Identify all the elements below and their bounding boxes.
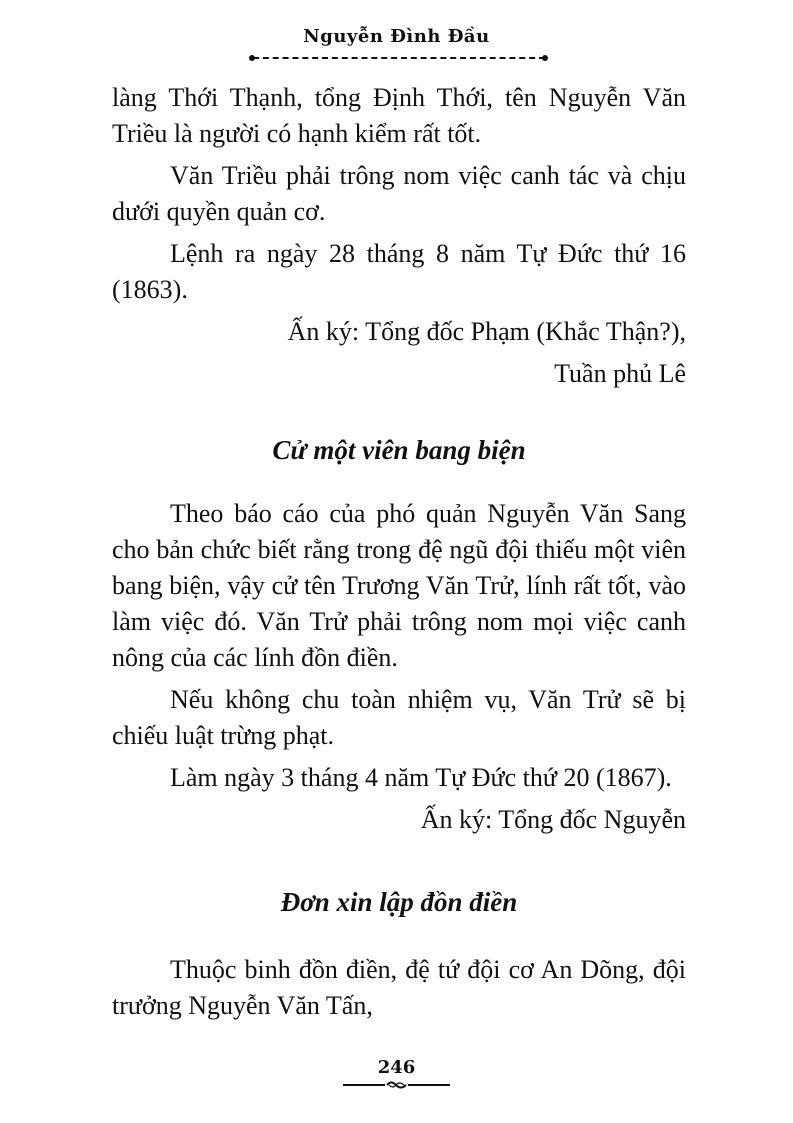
seal-signature-1-line-1: Ấn ký: Tổng đốc Phạm (Khắc Thận?), [287,317,686,346]
page-number: 246 [377,1057,416,1078]
running-title: Nguyễn Đình Đầu [303,26,490,47]
header-rule-right-dot [542,55,548,61]
section-heading-2: Đơn xin lập đồn điền [280,887,518,917]
seal-signature-2: Ấn ký: Tổng đốc Nguyễn [420,805,686,834]
page-body [112,80,686,1024]
paragraph-6: Làm ngày 3 tháng 4 năm Tự Đức thứ 20 (1867). [170,763,672,792]
paragraph-2: Văn Triều phải trông nom việc canh tác và chịu dưới quyền quản cơ. [112,161,686,226]
header-dashed-rule [253,57,545,59]
page-number-ornament [343,1080,450,1090]
paragraph-5: Nếu không chu toàn nhiệm vụ, Văn Trử sẽ bị chiếu luật trừng phạt. [112,685,686,750]
paragraph-1: làng Thới Thạnh, tổng Định Thới, tên Nguyễn Văn Triều là người có hạnh kiểm rất tốt. [112,83,686,148]
section-heading-1: Cử một viên bang biện [272,435,526,465]
paragraph-4: Theo báo cáo của phó quản Nguyễn Văn Sang cho bản chức biết rằng trong đệ ngũ đội thiếu một viên bang biện, vậy cử tên Trương Văn Trử, lính rất tốt, vào làm việc đó. Văn Trử phải trông nom mọi việc canh nông của các lính đồn điền. [112,499,686,672]
paragraph-7: Thuộc binh đồn điền, đệ tứ đội cơ An Dõng, đội trưởng Nguyễn Văn Tấn, [112,955,686,1020]
paragraph-3: Lệnh ra ngày 28 tháng 8 năm Tự Đức thứ 16 (1863). [112,239,686,304]
seal-signature-1-line-2: Tuần phủ Lê [554,359,686,388]
